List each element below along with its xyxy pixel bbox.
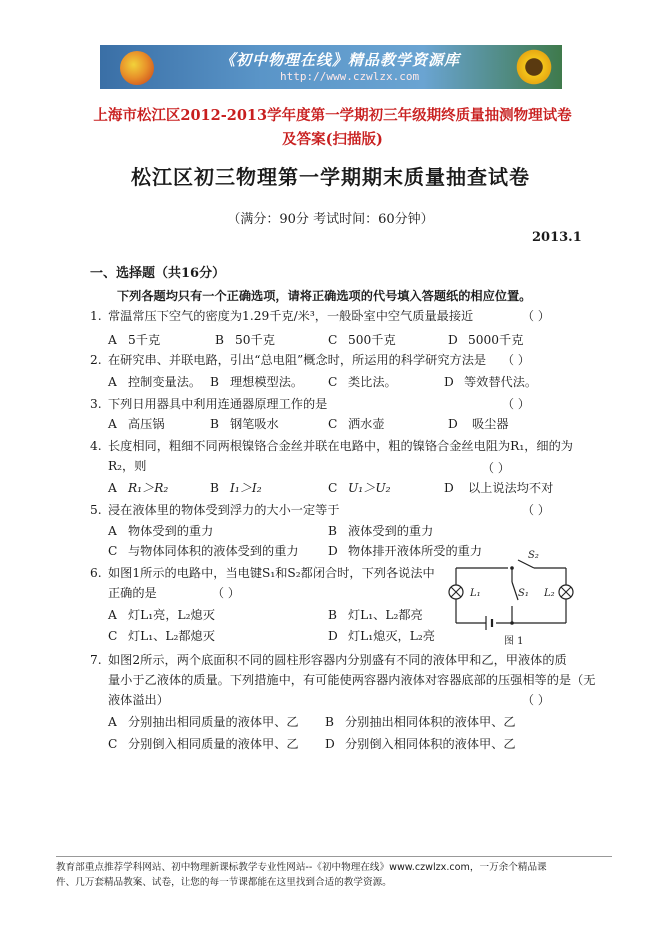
option-letter: C bbox=[328, 481, 338, 495]
option-letter: C bbox=[328, 375, 338, 389]
document-title-line2: 及答案(扫描版) bbox=[282, 131, 383, 148]
option-text: 分别抽出相同体积的液体甲、乙 bbox=[345, 715, 516, 729]
exam-date: 2013.1 bbox=[532, 230, 582, 245]
question-4-number: 4. bbox=[90, 439, 102, 453]
option-text: 钢笔吸水 bbox=[230, 417, 279, 431]
option-text: 灯L₁熄灭，L₂亮 bbox=[348, 629, 435, 643]
option-text: 以上说法均不对 bbox=[468, 481, 554, 495]
option-letter: B bbox=[328, 608, 337, 622]
option-letter: B bbox=[215, 333, 224, 347]
option-letter: C bbox=[108, 629, 118, 643]
option-text: 分别抽出相同质量的液体甲、乙 bbox=[128, 715, 299, 729]
question-5-number: 5. bbox=[90, 503, 102, 517]
question-2-stem: 在研究串、并联电路，引出“总电阻”概念时，所运用的科学研究方法是 bbox=[108, 353, 487, 367]
answer-paren: （ ） bbox=[522, 693, 550, 707]
option-letter: B bbox=[210, 375, 219, 389]
option-text: 5千克 bbox=[128, 333, 161, 347]
answer-paren: （ ） bbox=[502, 353, 530, 367]
option-letter: D bbox=[448, 333, 458, 347]
option-text: 灯L₁、L₂都熄灭 bbox=[128, 629, 215, 643]
lamp-l2-icon bbox=[559, 585, 573, 599]
question-2-number: 2. bbox=[90, 353, 102, 367]
option-text: 控制变量法。 bbox=[128, 375, 202, 389]
question-3-stem: 下列日用器具中利用连通器原理工作的是 bbox=[108, 397, 328, 411]
option-letter: D bbox=[328, 629, 338, 643]
sunflower-icon bbox=[514, 47, 554, 87]
section-heading: 一、选择题（共16分） bbox=[90, 266, 226, 281]
question-7-stem-cont2: 液体溢出） bbox=[108, 693, 169, 707]
question-5-stem: 浸在液体里的物体受到浮力的大小一定等于 bbox=[108, 503, 340, 517]
answer-paren: （ ） bbox=[502, 397, 530, 411]
option-letter: C bbox=[108, 737, 118, 751]
option-text: 物体排开液体所受的重力 bbox=[348, 544, 483, 558]
option-text: 高压锅 bbox=[128, 417, 165, 431]
option-letter: B bbox=[325, 715, 334, 729]
label-l2: L₂ bbox=[544, 588, 555, 599]
lamp-l1-icon bbox=[449, 585, 463, 599]
option-text: 理想模型法。 bbox=[230, 375, 304, 389]
question-6-number: 6. bbox=[90, 566, 102, 580]
option-letter: A bbox=[108, 524, 117, 538]
footer-text bbox=[56, 860, 616, 890]
section-instruction: 下列各题均只有一个正确选项，请将正确选项的代号填入答题纸的相应位置。 bbox=[117, 289, 532, 303]
option-text: 分别倒入相同体积的液体甲、乙 bbox=[345, 737, 516, 751]
question-7-number: 7. bbox=[90, 653, 102, 667]
option-letter: C bbox=[328, 333, 338, 347]
option-letter: C bbox=[108, 544, 118, 558]
option-text: 物体受到的重力 bbox=[128, 524, 214, 538]
option-text: R₁＞R₂ bbox=[128, 481, 169, 495]
option-text: 类比法。 bbox=[348, 375, 397, 389]
figure-1-caption: 图 1 bbox=[504, 636, 524, 646]
label-s2: S₂ bbox=[528, 550, 539, 561]
option-letter: D bbox=[444, 481, 454, 495]
question-6-stem-cont: 正确的是 bbox=[108, 586, 157, 600]
exam-title: 松江区初三物理第一学期期末质量抽查试卷 bbox=[131, 165, 530, 189]
question-1-stem: 常温常压下空气的密度为1.29千克/米³，一般卧室中空气质量最接近 bbox=[108, 309, 474, 323]
option-text: U₁＞U₂ bbox=[348, 481, 391, 495]
figure-1-circuit-diagram bbox=[446, 548, 576, 646]
question-7-stem: 如图2所示，两个底面积不同的圆柱形容器内分别盛有不同的液体甲和乙，甲液体的质 bbox=[108, 653, 567, 667]
option-text: 灯L₁亮，L₂熄灭 bbox=[128, 608, 215, 622]
option-letter: A bbox=[108, 715, 117, 729]
option-text: 液体受到的重力 bbox=[348, 524, 434, 538]
option-text: I₁＞I₂ bbox=[230, 481, 262, 495]
option-letter: B bbox=[210, 417, 219, 431]
document-title-line1: 上海市松江区2012-2013学年度第一学期初三年级期终质量抽测物理试卷 bbox=[93, 107, 572, 124]
option-letter: A bbox=[108, 333, 117, 347]
header-banner bbox=[100, 45, 562, 89]
option-letter: A bbox=[108, 417, 117, 431]
option-letter: B bbox=[328, 524, 337, 538]
answer-paren: （ ） bbox=[522, 503, 550, 517]
question-4-stem: 长度相同，粗细不同两根镍铬合金丝并联在电路中，粗的镍铬合金丝电阻为R₁，细的为 bbox=[108, 439, 573, 453]
option-letter: A bbox=[108, 481, 117, 495]
option-letter: A bbox=[108, 608, 117, 622]
option-text: 分别倒入相同质量的液体甲、乙 bbox=[128, 737, 299, 751]
option-letter: D bbox=[328, 544, 338, 558]
site-logo-icon bbox=[120, 51, 154, 85]
option-letter: B bbox=[210, 481, 219, 495]
option-letter: D bbox=[448, 417, 458, 431]
exam-info: （满分：90分 考试时间：60分钟） bbox=[227, 212, 434, 227]
footer-line-2: 件、几万套精品教案、试卷，让您的每一节课都能在这里找到合适的教学资源。 bbox=[56, 877, 392, 888]
option-text: 吸尘器 bbox=[472, 417, 509, 431]
option-text: 与物体同体积的液体受到的重力 bbox=[128, 544, 299, 558]
banner-title: 《初中物理在线》精品教学资源库 bbox=[220, 51, 461, 69]
option-letter: D bbox=[325, 737, 335, 751]
question-7-stem-cont: 量小于乙液体的质量。下列措施中，有可能使两容器内液体对容器底部的压强相等的是（无 bbox=[108, 673, 596, 687]
option-text: 5000千克 bbox=[468, 333, 524, 347]
option-text: 灯L₁、L₂都亮 bbox=[348, 608, 423, 622]
option-letter: C bbox=[328, 417, 338, 431]
question-6-stem: 如图1所示的电路中，当电键S₁和S₂都闭合时，下列各说法中 bbox=[108, 566, 435, 580]
question-3-number: 3. bbox=[90, 397, 102, 411]
label-l1: L₁ bbox=[470, 588, 481, 599]
question-4-stem-cont: R₂，则 bbox=[108, 459, 147, 473]
label-s1: S₁ bbox=[518, 588, 529, 599]
answer-paren: （ ） bbox=[522, 309, 550, 323]
answer-paren: （ ） bbox=[212, 586, 240, 600]
option-letter: D bbox=[444, 375, 454, 389]
option-text: 等效替代法。 bbox=[464, 375, 538, 389]
option-text: 洒水壶 bbox=[348, 417, 385, 431]
option-text: 500千克 bbox=[348, 333, 396, 347]
question-1-number: 1. bbox=[90, 309, 102, 323]
option-text: 50千克 bbox=[235, 333, 275, 347]
answer-paren: （ ） bbox=[482, 461, 510, 475]
option-letter: A bbox=[108, 375, 117, 389]
banner-url[interactable]: http://www.czwlzx.com bbox=[280, 70, 420, 83]
footer-line-1: 教育部重点推荐学科网站、初中物理新课标教学专业性网站--《初中物理在线》www.czwlzx.com，一万余个精品课 bbox=[56, 862, 547, 873]
footer-divider bbox=[56, 856, 612, 857]
